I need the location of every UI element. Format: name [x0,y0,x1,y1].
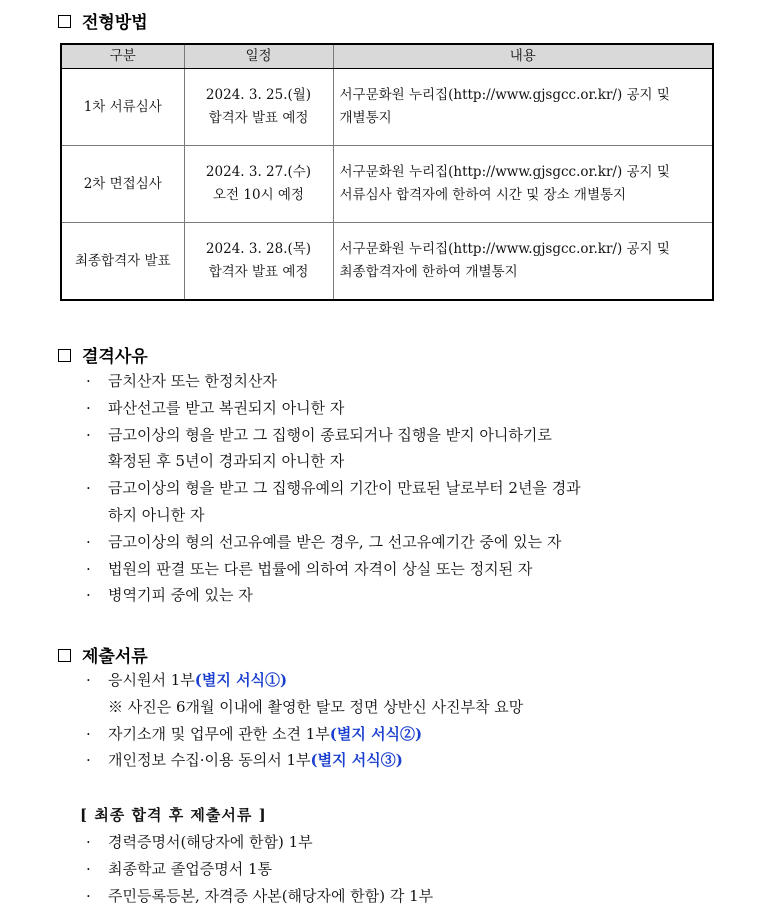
schedule-table [60,43,714,301]
table-row [61,223,713,301]
bullet-icon: · [86,671,91,689]
bullet-icon: · [86,833,91,851]
list-item: · 금고이상의 형의 선고유예를 받은 경우, 그 선고유예기간 중에 있는 자 [86,529,581,556]
list-item-continuation: 확정된 후 5년이 경과되지 아니한 자 [108,452,345,471]
date-line: 2024. 3. 25.(월) [205,87,312,103]
bullet-icon: · [86,479,91,498]
disqualification-list [86,368,581,609]
content-line: 서류심사 합격자에 한하여 시간 및 장소 개별통지 [339,187,627,203]
content-line: 서구문화원 누리집(http://www.gjsgcc.or.kr/) 공지 및 [339,241,670,257]
content-cell [333,69,713,146]
documents-list [86,667,523,774]
section-heading-disqualification [58,342,148,367]
stage-cell: 2차 면접심사 [61,146,184,223]
list-item: · 개인정보 수집·이용 동의서 1부(별지 서식③) [86,747,523,774]
list-item: · 금고이상의 형을 받고 그 집행유예의 기간이 만료된 날로부터 2년을 경과 [86,475,581,502]
section-title: 제출서류 [82,647,148,667]
checkbox-square-icon [58,15,71,28]
table-row [61,146,713,223]
list-item-continuation: 하지 아니한 자 [108,505,205,524]
stage-cell: 최종합격자 발표 [61,223,184,301]
bullet-icon: · [86,886,91,905]
section-title: 결격사유 [82,347,148,367]
form-reference: (별지 서식①) [194,671,288,689]
list-item: · 주민등록등본, 자격증 사본(해당자에 한함) 각 1부 [86,883,433,910]
photo-note: ※ 사진은 6개월 이내에 촬영한 탈모 정면 상반신 사진부착 요망 [108,697,524,716]
final-docs-heading: [ 최종 합격 후 제출서류 ] [80,806,267,824]
list-item: · 법원의 판결 또는 다른 법률에 의하여 자격이 상실 또는 정지된 자 [86,556,581,583]
bullet-icon: · [86,859,91,878]
table-row [61,69,713,146]
checkbox-square-icon [58,649,71,662]
bullet-icon: · [86,724,91,743]
section-heading-schedule [58,8,148,33]
content-cell [333,223,713,301]
section-title: 전형방법 [82,13,148,33]
list-item: · 응시원서 1부(별지 서식①) [86,667,523,694]
list-item: · 최종학교 졸업증명서 1통 [86,856,433,883]
checkbox-square-icon [58,349,71,362]
list-item: · 금고이상의 형을 받고 그 집행이 종료되거나 집행을 받지 아니하기로 [86,422,581,449]
date-note: 합격자 발표 예정 [208,110,309,126]
bullet-icon: · [86,372,91,390]
date-note: 오전 10시 예정 [213,187,304,203]
list-item: · 자기소개 및 업무에 관한 소견 1부(별지 서식②) [86,721,523,748]
stage-cell: 1차 서류심사 [61,69,184,146]
list-item: · 파산선고를 받고 복권되지 아니한 자 [86,395,581,422]
date-note: 합격자 발표 예정 [208,264,309,280]
section-heading-documents [58,642,148,667]
content-line: 개별통지 [339,110,392,126]
content-line: 서구문화원 누리집(http://www.gjsgcc.or.kr/) 공지 및 [339,164,670,180]
content-line: 서구문화원 누리집(http://www.gjsgcc.or.kr/) 공지 및 [339,87,670,103]
date-cell [184,69,333,146]
column-header: 구분 [61,44,184,69]
date-cell [184,223,333,301]
bullet-icon: · [86,398,91,417]
bullet-icon: · [86,425,91,444]
column-header: 내용 [333,44,713,69]
final-documents-list [86,829,433,909]
list-item: · 병역기피 중에 있는 자 [86,582,581,609]
bullet-icon: · [86,532,91,551]
form-reference: (별지 서식②) [329,724,423,743]
list-item: · 경력증명서(해당자에 한함) 1부 [86,829,433,856]
content-cell [333,146,713,223]
content-line: 최종합격자에 한하여 개별통지 [339,264,518,280]
bullet-icon: · [86,586,91,605]
date-cell [184,146,333,223]
list-item: · 금치산자 또는 한정치산자 [86,368,581,395]
column-header: 일정 [184,44,333,69]
form-reference: (별지 서식③) [310,751,403,770]
date-line: 2024. 3. 28.(목) [205,241,312,257]
bullet-icon: · [86,751,91,770]
date-line: 2024. 3. 27.(수) [205,164,312,180]
bullet-icon: · [86,559,91,578]
table-header-row [61,44,713,69]
